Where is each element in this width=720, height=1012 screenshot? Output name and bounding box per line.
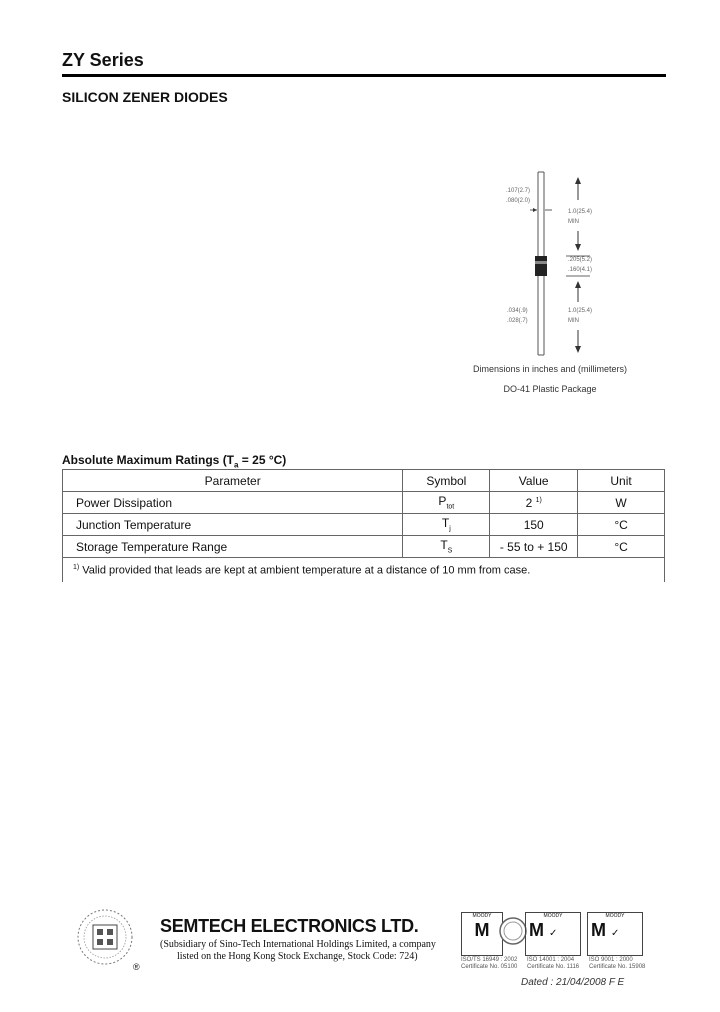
company-name: SEMTECH ELECTRONICS LTD. xyxy=(160,916,419,936)
value-cell: 150 xyxy=(490,514,578,536)
symbol-cell: $T_S$ xyxy=(403,536,490,558)
title-rule xyxy=(62,74,666,77)
page-subtitle: SILICON ZENER DIODES xyxy=(62,89,228,105)
dim-length-top-1: 1.0(25.4) xyxy=(568,209,593,215)
unit-cell: °C xyxy=(578,514,665,536)
dim-lead-dia-2: .080(2.0) xyxy=(506,198,531,204)
parameter-cell: Junction Temperature xyxy=(63,514,403,536)
dimensions-note: Dimensions in inches and (millimeters) xyxy=(472,364,628,374)
dated-label: Dated : 21/04/2008 F E xyxy=(521,977,625,988)
col-header-symbol: Symbol xyxy=(403,470,490,492)
footnote-row xyxy=(63,558,665,583)
dim-lead-dia-1: .107(2.7) xyxy=(506,188,531,194)
cert-seal-icon xyxy=(498,916,528,946)
col-header-unit: Unit xyxy=(578,470,665,492)
page-title: ZY Series xyxy=(62,50,144,70)
table-row xyxy=(63,536,665,558)
dim-length-bottom-2: MIN xyxy=(568,318,579,324)
symbol-cell: $P_{tot}$ xyxy=(403,492,490,514)
symbol-cell: $T_j$ xyxy=(403,514,490,536)
ratings-table xyxy=(62,469,665,582)
unit-cell: W xyxy=(578,492,665,514)
parameter-cell: Power Dissipation xyxy=(63,492,403,514)
ratings-heading: Absolute Maximum Ratings ($T_a = 25$ °C) xyxy=(62,453,287,470)
package-name: DO-41 Plastic Package xyxy=(503,384,597,394)
footnote-cell: $^{1)}$ Valid provided that leads are kept at ambient temperature at a distance of 10 mm from case. xyxy=(63,558,665,583)
value-cell: 2 $^{1)}$ xyxy=(490,492,578,514)
semtech-logo-icon xyxy=(76,908,134,966)
registered-mark: ® xyxy=(133,962,140,972)
dim-body-1: .205(5.2) xyxy=(568,257,593,263)
dim-lead-left-2: .028(.7) xyxy=(507,318,528,324)
table-row xyxy=(63,492,665,514)
dim-length-top-2: MIN xyxy=(568,219,579,225)
col-header-value: Value xyxy=(490,470,578,492)
cert1-caption: ISO/TS 16949 : 2002 Certificate No. 05100 xyxy=(461,957,518,970)
cert3-caption: ISO 9001 : 2000 Certificate No. 15908 xyxy=(589,957,646,970)
cert2-caption: ISO 14001 : 2004 Certificate No. 1116 xyxy=(527,957,580,970)
col-header-parameter: Parameter xyxy=(63,470,403,492)
dim-body-2: .160(4.1) xyxy=(568,267,593,273)
value-cell: - 55 to + 150 xyxy=(490,536,578,558)
cert-badge-iso-ts: MOODY M xyxy=(461,912,503,956)
cert-badge-iso14001: MOODY M ✓ xyxy=(525,912,581,956)
table-row xyxy=(63,514,665,536)
table-header-row xyxy=(63,470,665,492)
cert-badge-iso9001: MOODY M ✓ xyxy=(587,912,643,956)
dim-length-bottom-1: 1.0(25.4) xyxy=(568,308,593,314)
unit-cell: °C xyxy=(578,536,665,558)
subsidiary-line-2: listed on the Hong Kong Stock Exchange, Stock Code: 724) xyxy=(177,951,418,962)
subsidiary-line-1: (Subsidiary of Sino-Tech International Holdings Limited, a company xyxy=(160,939,436,950)
parameter-cell: Storage Temperature Range xyxy=(63,536,403,558)
dim-lead-left-1: .034(.9) xyxy=(507,308,528,314)
